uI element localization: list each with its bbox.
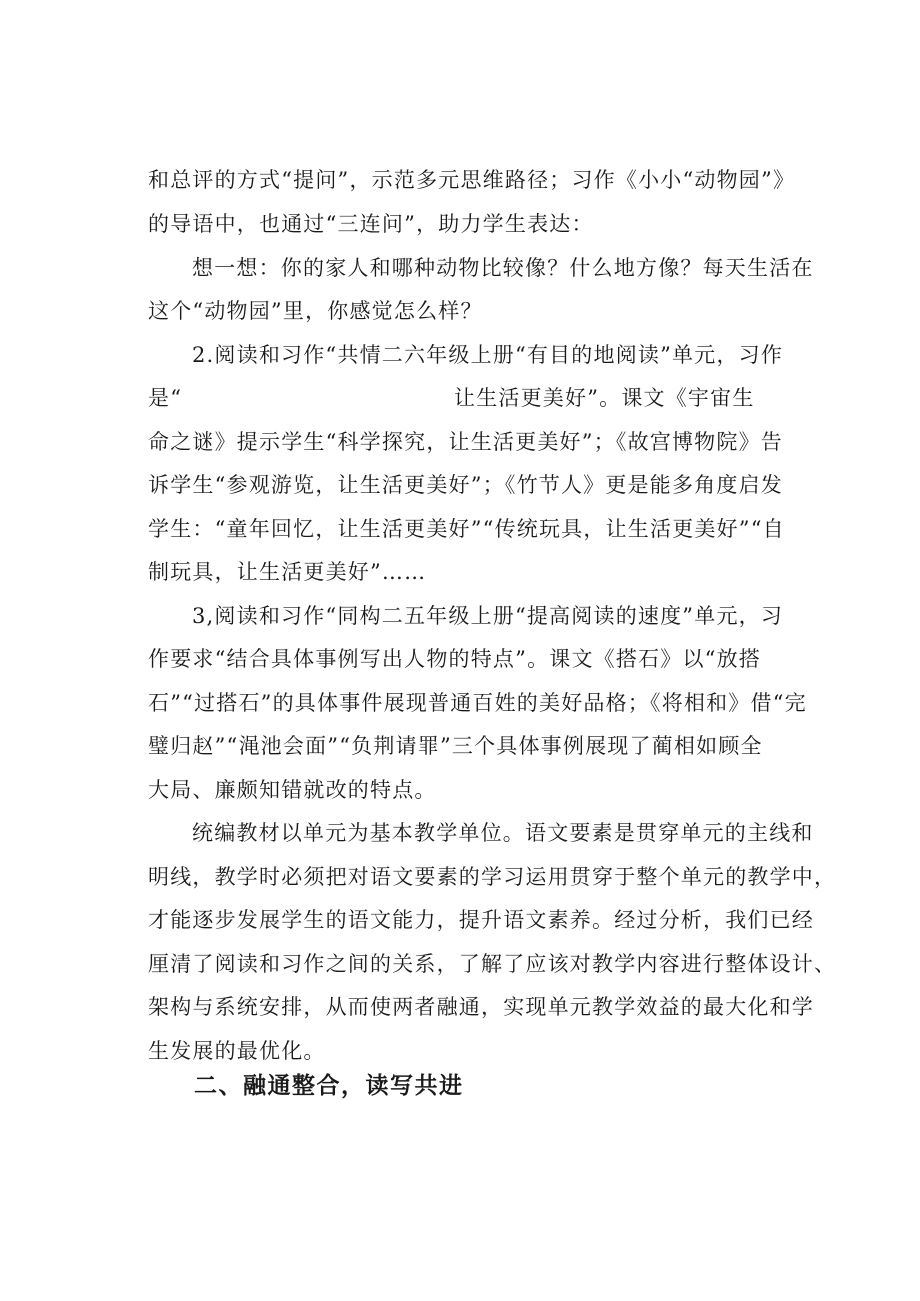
text-line: 作要求“结合具体事例写出人物的特点”。课文《搭石》以“放搭 [148,647,762,671]
gapped-line-left: 是“ [148,386,183,410]
text-line: 才能逐步发展学生的语文能力，提升语文素养。经过分析，我们已经 [148,908,814,932]
text-line: 的导语中，也通过“三连问”，助力学生表达： [148,212,594,236]
text-line: 想一想：你的家人和哪种动物比较像？什么地方像？每天生活在 [192,256,814,280]
text-line: 架构与系统安排，从而使两者融通，实现单元教学效益的最大化和学 [148,995,814,1019]
text-line: 3,阅读和习作“同构二五年级上册“提高阅读的速度”单元，习 [192,604,784,628]
section-heading: 二、融通整合，读写共进 [194,1073,464,1099]
text-line: 大局、廉颇知错就改的特点。 [148,778,437,802]
gapped-line-right: 让生活更美好”。课文《宇宙生 [454,386,755,410]
text-line: 统编教材以单元为基本教学单位。语文要素是贯穿单元的主线和 [192,821,814,845]
text-line: 命之谜》提示学生“科学探究，让生活更美好”；《故宫博物院》告 [148,430,783,454]
text-line: 厘清了阅读和习作之间的关系，了解了应该对教学内容进行整体设计、 [148,952,837,976]
text-line: 石”“过搭石”的具体事件展现普通百姓的美好品格；《将相和》借“完 [148,691,807,715]
text-line: 2.阅读和习作“共情二六年级上册“有目的地阅读”单元，习作 [192,343,784,367]
text-line: 制玩具，让生活更美好”…… [148,560,427,584]
text-line: 这个“动物园”里，你感觉怎么样？ [148,299,483,323]
text-line: 学生：“童年回忆，让生活更美好”“传统玩具，让生活更美好”“自 [148,517,785,541]
text-line: 璧归赵”“渑池会面”“负荆请罪”三个具体事例展现了蔺相如顾全 [148,734,763,758]
text-line: 和总评的方式“提问”，示范多元思维路径；习作《小小“动物园”》 [148,168,796,192]
text-line: 诉学生“参观游览，让生活更美好”；《竹节人》更是能多角度启发 [148,473,783,497]
text-line: 明线，教学时必须把对语文要素的学习运用贯穿于整个单元的教学中， [148,865,837,889]
text-line: 生发展的最优化。 [148,1039,326,1063]
text-line-gapped [148,383,755,413]
